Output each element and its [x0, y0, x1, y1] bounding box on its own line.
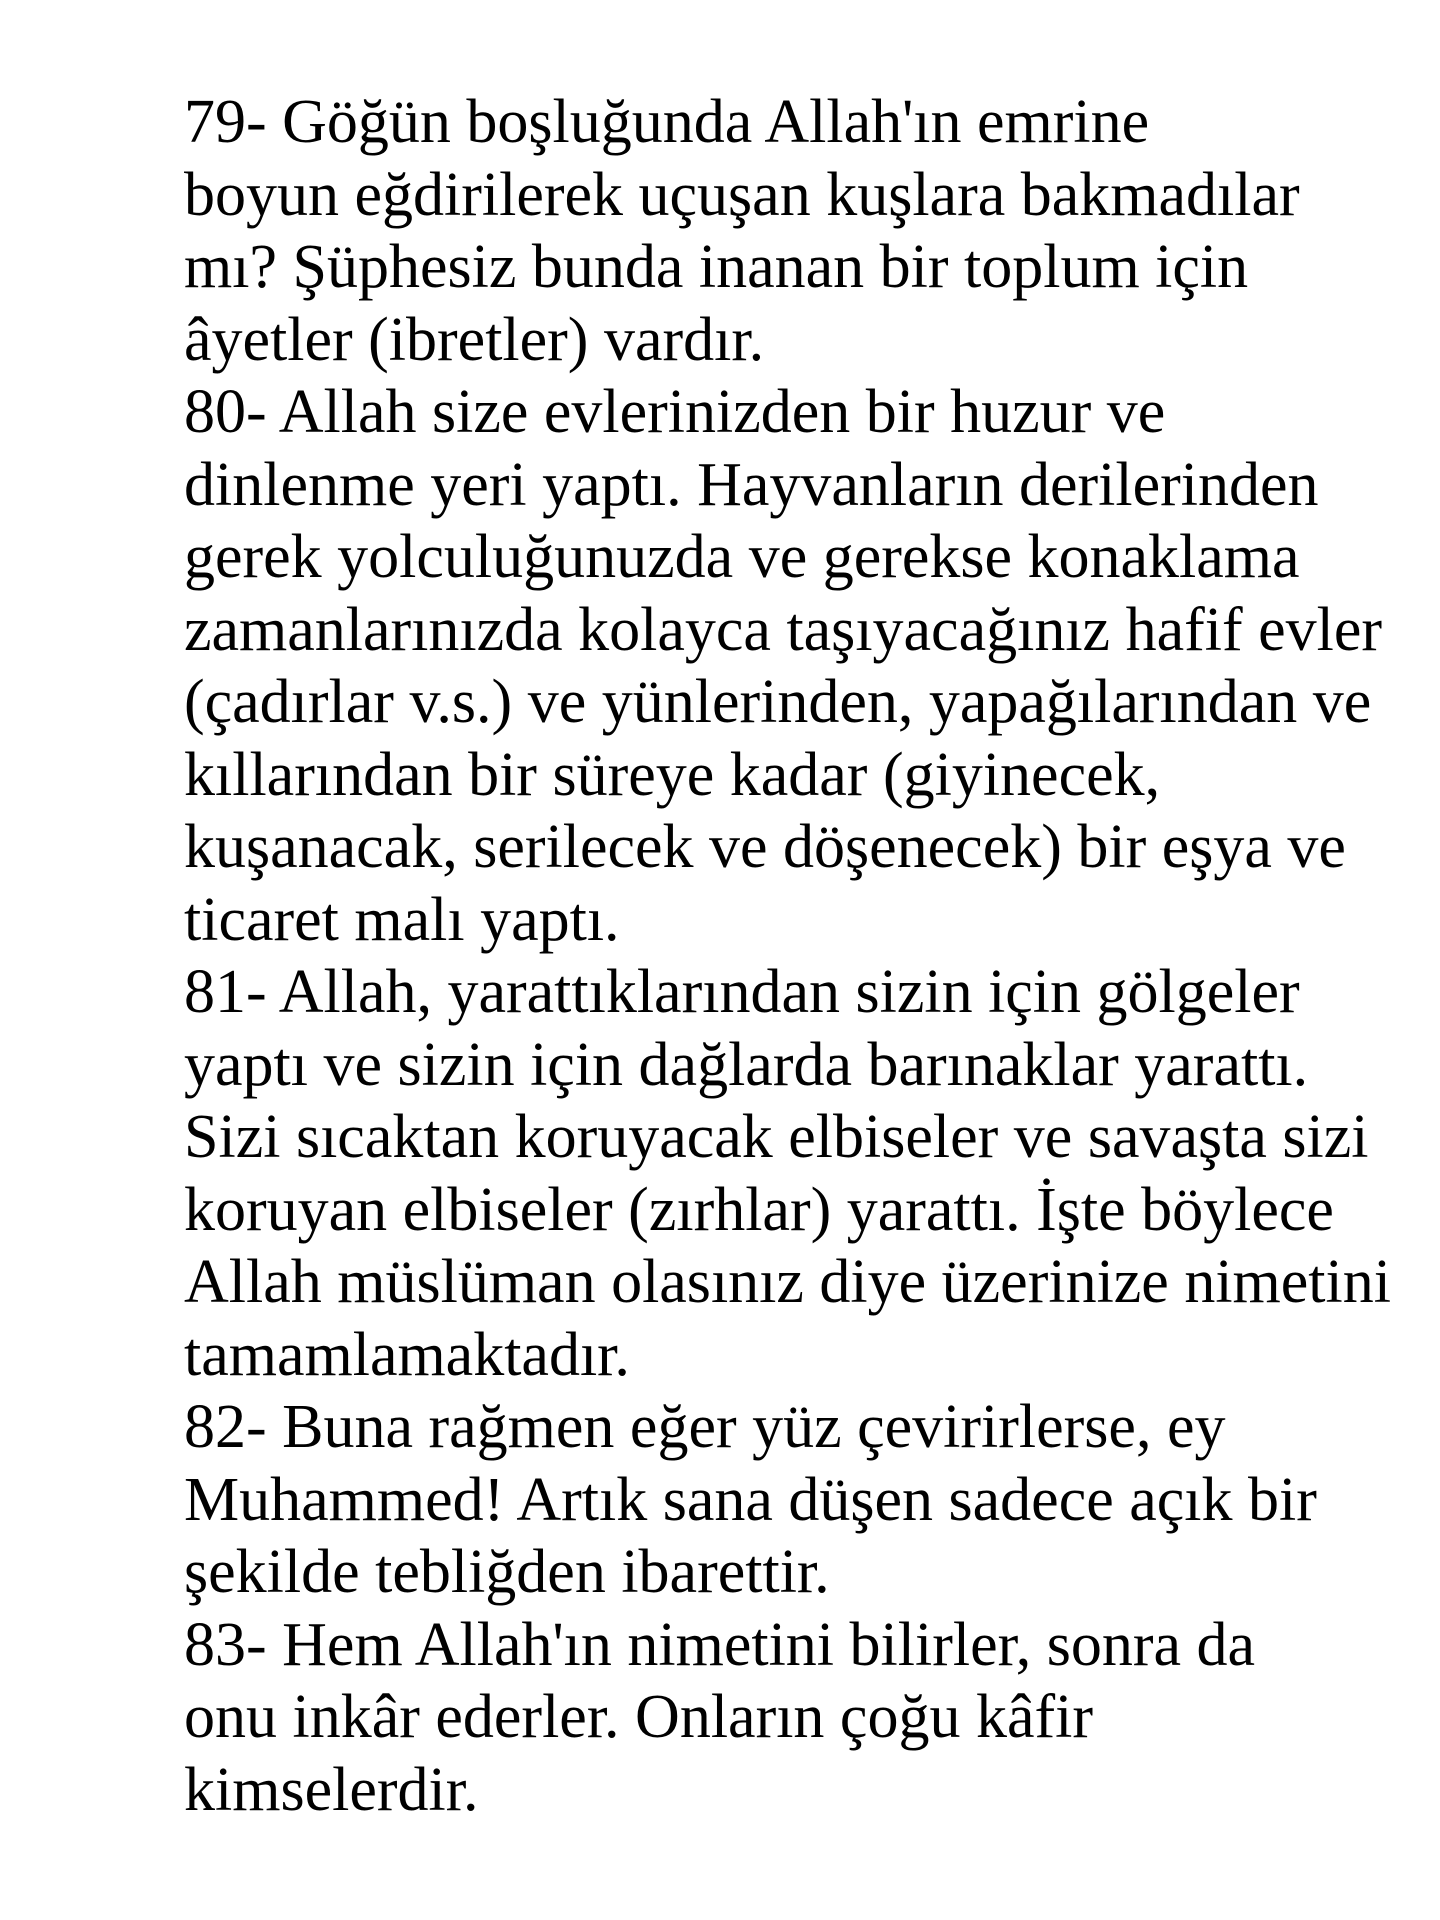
- text-line: 81- Allah, yarattıklarından sizin için gölgeler: [184, 958, 1300, 1026]
- text-line: yaptı ve sizin için dağlarda barınaklar yarattı.: [184, 1030, 1309, 1099]
- text-line: mı? Şüphesiz bunda inanan bir toplum için: [184, 233, 1249, 301]
- text-line: kimselerdir.: [184, 1755, 479, 1824]
- text-line: koruyan elbiseler (zırhlar) yarattı. İşte böylece: [184, 1175, 1334, 1244]
- text-line: (çadırlar v.s.) ve yünlerinden, yapağılarından ve: [184, 668, 1372, 736]
- text-line: ticaret malı yaptı.: [184, 885, 620, 954]
- text-line: kuşanacak, serilecek ve döşenecek) bir eşya ve: [184, 813, 1346, 881]
- text-line: 79- Göğün boşluğunda Allah'ın emrine: [184, 88, 1150, 156]
- text-line: zamanlarınızda kolayca taşıyacağınız hafif evler: [184, 595, 1383, 664]
- text-line: dinlenme yeri yaptı. Hayvanların derilerinden: [184, 450, 1319, 519]
- text-line: onu inkâr ederler. Onların çoğu kâfir: [184, 1683, 1093, 1751]
- verse-82: [84, 1391, 1384, 1609]
- text-line: 82- Buna rağmen eğer yüz çevirirlerse, ey: [184, 1393, 1226, 1461]
- document-page: [84, 86, 1391, 1826]
- text-line: boyun eğdirilerek uçuşan kuşlara bakmadılar: [184, 160, 1300, 229]
- text-line: Allah müslüman olasınız diye üzerinize nimetini: [184, 1248, 1391, 1316]
- text-line: kıllarından bir süreye kadar (giyinecek,: [184, 740, 1161, 809]
- text-line: 80- Allah size evlerinizden bir huzur ve: [184, 378, 1166, 446]
- text-line: tamamlamaktadır.: [184, 1320, 630, 1389]
- text-line: 83- Hem Allah'ın nimetini bilirler, sonra da: [184, 1610, 1256, 1679]
- verse-80: [84, 376, 1384, 956]
- text-line: Sizi sıcaktan koruyacak elbiseler ve savaşta sizi: [184, 1103, 1369, 1171]
- text-line: Muhammed! Artık sana düşen sadece açık bir: [184, 1465, 1317, 1534]
- text-line: âyetler (ibretler) vardır.: [184, 305, 765, 374]
- verse-79: [84, 86, 1384, 376]
- verse-83: [84, 1609, 1384, 1827]
- text-line: şekilde tebliğden ibarettir.: [184, 1538, 830, 1606]
- verse-81: [84, 956, 1391, 1391]
- text-line: gerek yolculuğunuzda ve gerekse konaklama: [184, 523, 1300, 591]
